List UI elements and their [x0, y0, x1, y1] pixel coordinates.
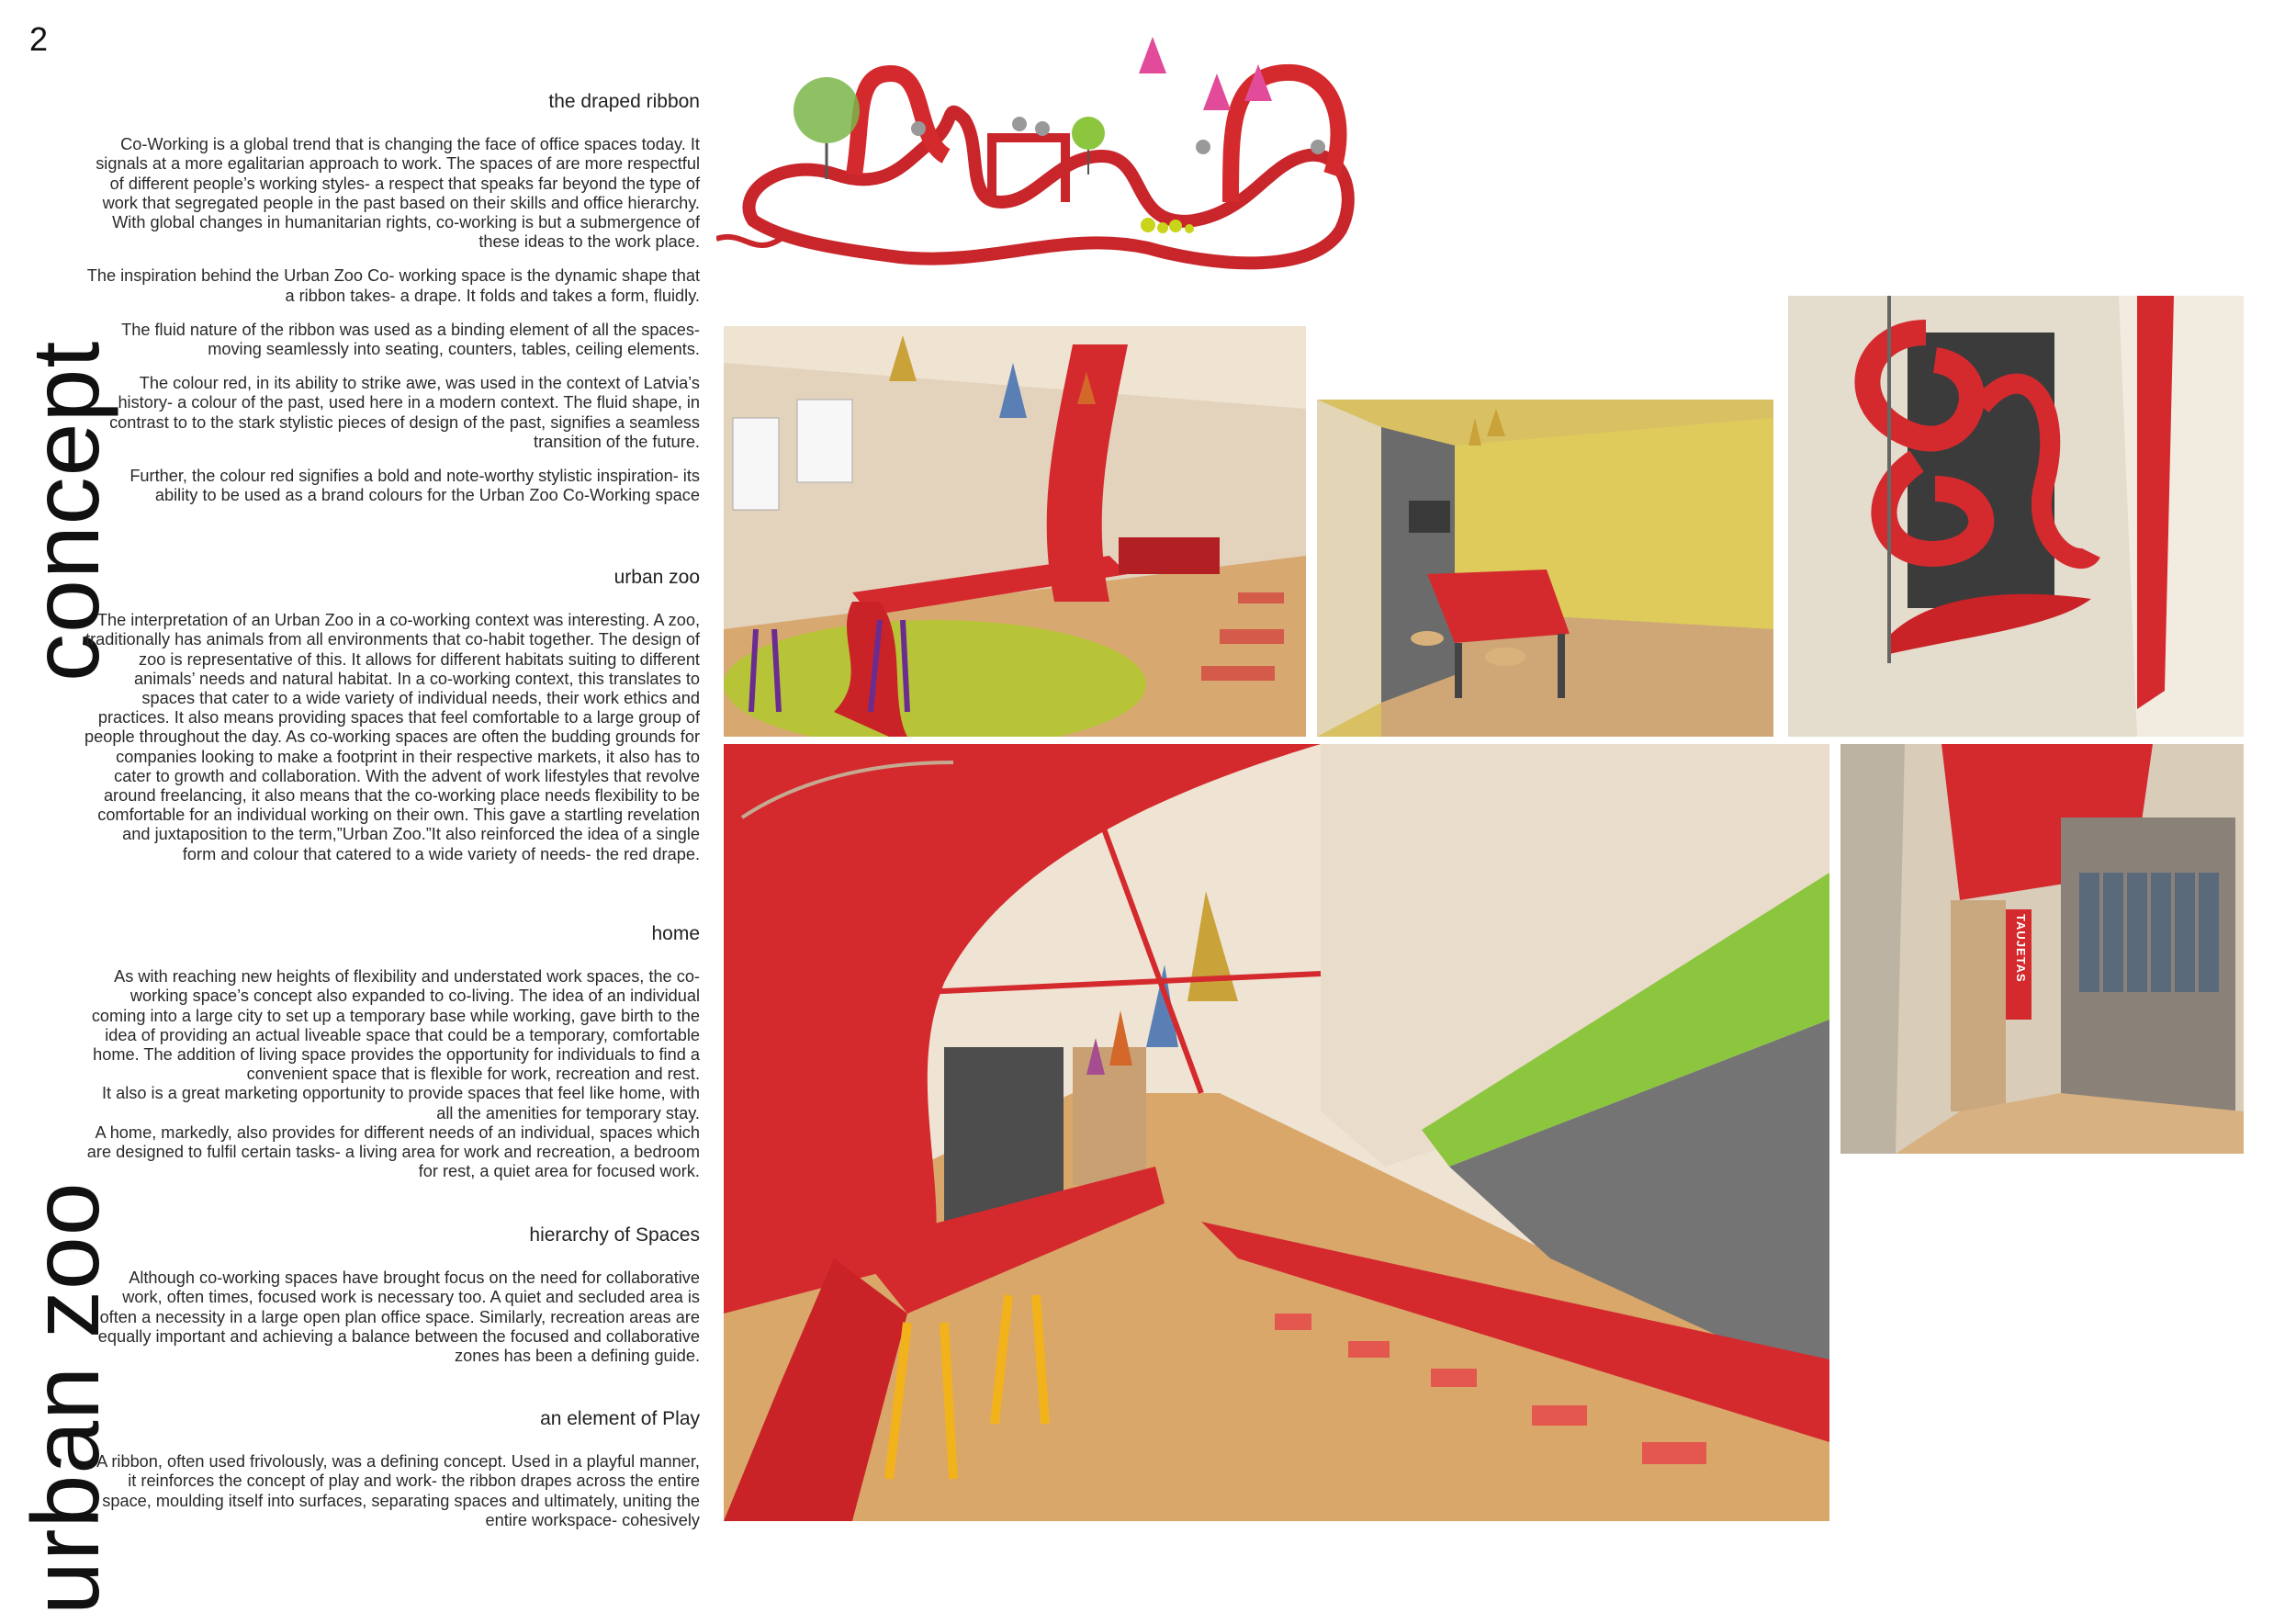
paragraph: Co-Working is a global trend that is changing the face of office spaces today. It signals at a more egalitarian approach to work. The spaces of are more respectful of different people’s working styles- a respect that speaks far beyond the type of work that segregated people in the past based on their skills and office hierarchy. With global changes in humanitarian rights, co-working is but a submergence of these ideas to the work place. [96, 135, 700, 252]
section-heading: the draped ribbon [548, 91, 700, 112]
section-heading: an element of Play [540, 1408, 700, 1429]
page-number: 2 [29, 20, 49, 58]
section-element-of-play [84, 1409, 700, 1545]
paragraph: Further, the colour red signifies a bold and note-worthy stylistic inspiration- its ability to be used as a brand colours for the Urban Zoo Co-Working space [129, 467, 700, 505]
vertical-title-concept: concept [13, 340, 119, 682]
paragraph: As with reaching new heights of flexibility and understated work spaces, the co-working space’s concept also expanded to co-living. The idea of an individual coming into a large city to set up a temporary base while working, gave birth to the idea of providing an actual liveable space that could be a temporary, comfortable home. The addition of living space provides the opportunity for individuals to find a convenient space that is flexible for work, recreation and rest. [91, 967, 700, 1084]
paragraph: It also is a great marketing opportunity to provide spaces that feel like home, with all the amenities for temporary stay. [101, 1084, 700, 1122]
paragraph: The fluid nature of the ribbon was used as a binding element of all the spaces- moving seamlessly into seating, counters, tables, ceiling elements. [121, 320, 700, 359]
paragraph: The interpretation of an Urban Zoo in a co-working context was interesting. A zoo, traditionally has animals from all environments that co-habit together. The design of zoo is representative of this. It allows for different habitats suiting to different animals’ needs and natural habitat. In a co-working context, this translates to spaces that cater to a wide variety of individual needs, their work ethics and practices. It also means providing spaces that feel comfortable to a large group of people throughout the day. As co-working spaces are often the budding grounds for companies looking to make a footprint in their respective markets, it also has to cater to growth and collaboration. With the advent of work lifestyles that revolve around freelancing, it also means that the co-working place needs flexibility to be comfortable for an individual working on their own. This gave a startling revelation and juxtaposition to the term,”Urban Zoo.”It also reinforced the idea of a single form and colour that catered to a wide variety of needs- the red drape. [84, 611, 701, 863]
render-main-hall [724, 744, 1829, 1521]
paragraph: The inspiration behind the Urban Zoo Co- working space is the dynamic shape that a ribbon takes- a drape. It folds and takes a form, fluidly. [86, 266, 700, 305]
render-lounge [724, 326, 1306, 737]
paragraph: The colour red, in its ability to strike awe, was used in the context of Latvia’s history- a colour of the past, used here in a modern context. The fluid shape, in contrast to to the stark stylistic pieces of design of the past, signifies a seamless transition of the future. [109, 374, 700, 451]
section-draped-ribbon [84, 92, 700, 520]
render-wardrobe [1840, 744, 2244, 1154]
vertical-title-urban-zoo: urban zoo [13, 1181, 119, 1615]
section-heading: urban zoo [613, 567, 700, 588]
section-urban-zoo [84, 568, 700, 879]
paragraph: Although co-working spaces have brought focus on the need for collaborative work, often times, focused work is necessary too. A quiet and secluded area is often a necessity in a large open plan office space. Similarly, recreation areas are equally important and achieving a balance between the focused and collaborative zones has been a defining guide. [97, 1269, 700, 1366]
render-meeting-room [1317, 400, 1773, 737]
section-heading: hierarchy of Spaces [529, 1224, 700, 1246]
paragraph: A ribbon, often used frivolously, was a defining concept. Used in a playful manner, it reinforces the concept of play and work- the ribbon drapes across the entire space, moulding itself into surfaces, separating spaces and ultimately, uniting the entire workspace- cohesively [96, 1452, 700, 1529]
section-heading: home [651, 923, 700, 944]
render-ribbon-partition [1788, 296, 2244, 737]
paragraph: A home, markedly, also provides for different needs of an individual, spaces which are designed to fulfil certain tasks- a living area for work and recreation, a bedroom for rest, a quiet area for focused work. [86, 1122, 700, 1181]
ribbon-concept-sketch [716, 18, 1414, 294]
section-home [84, 924, 700, 1196]
wardrobe-sign: TAUJETAS [2014, 914, 2028, 983]
section-hierarchy [84, 1225, 700, 1381]
